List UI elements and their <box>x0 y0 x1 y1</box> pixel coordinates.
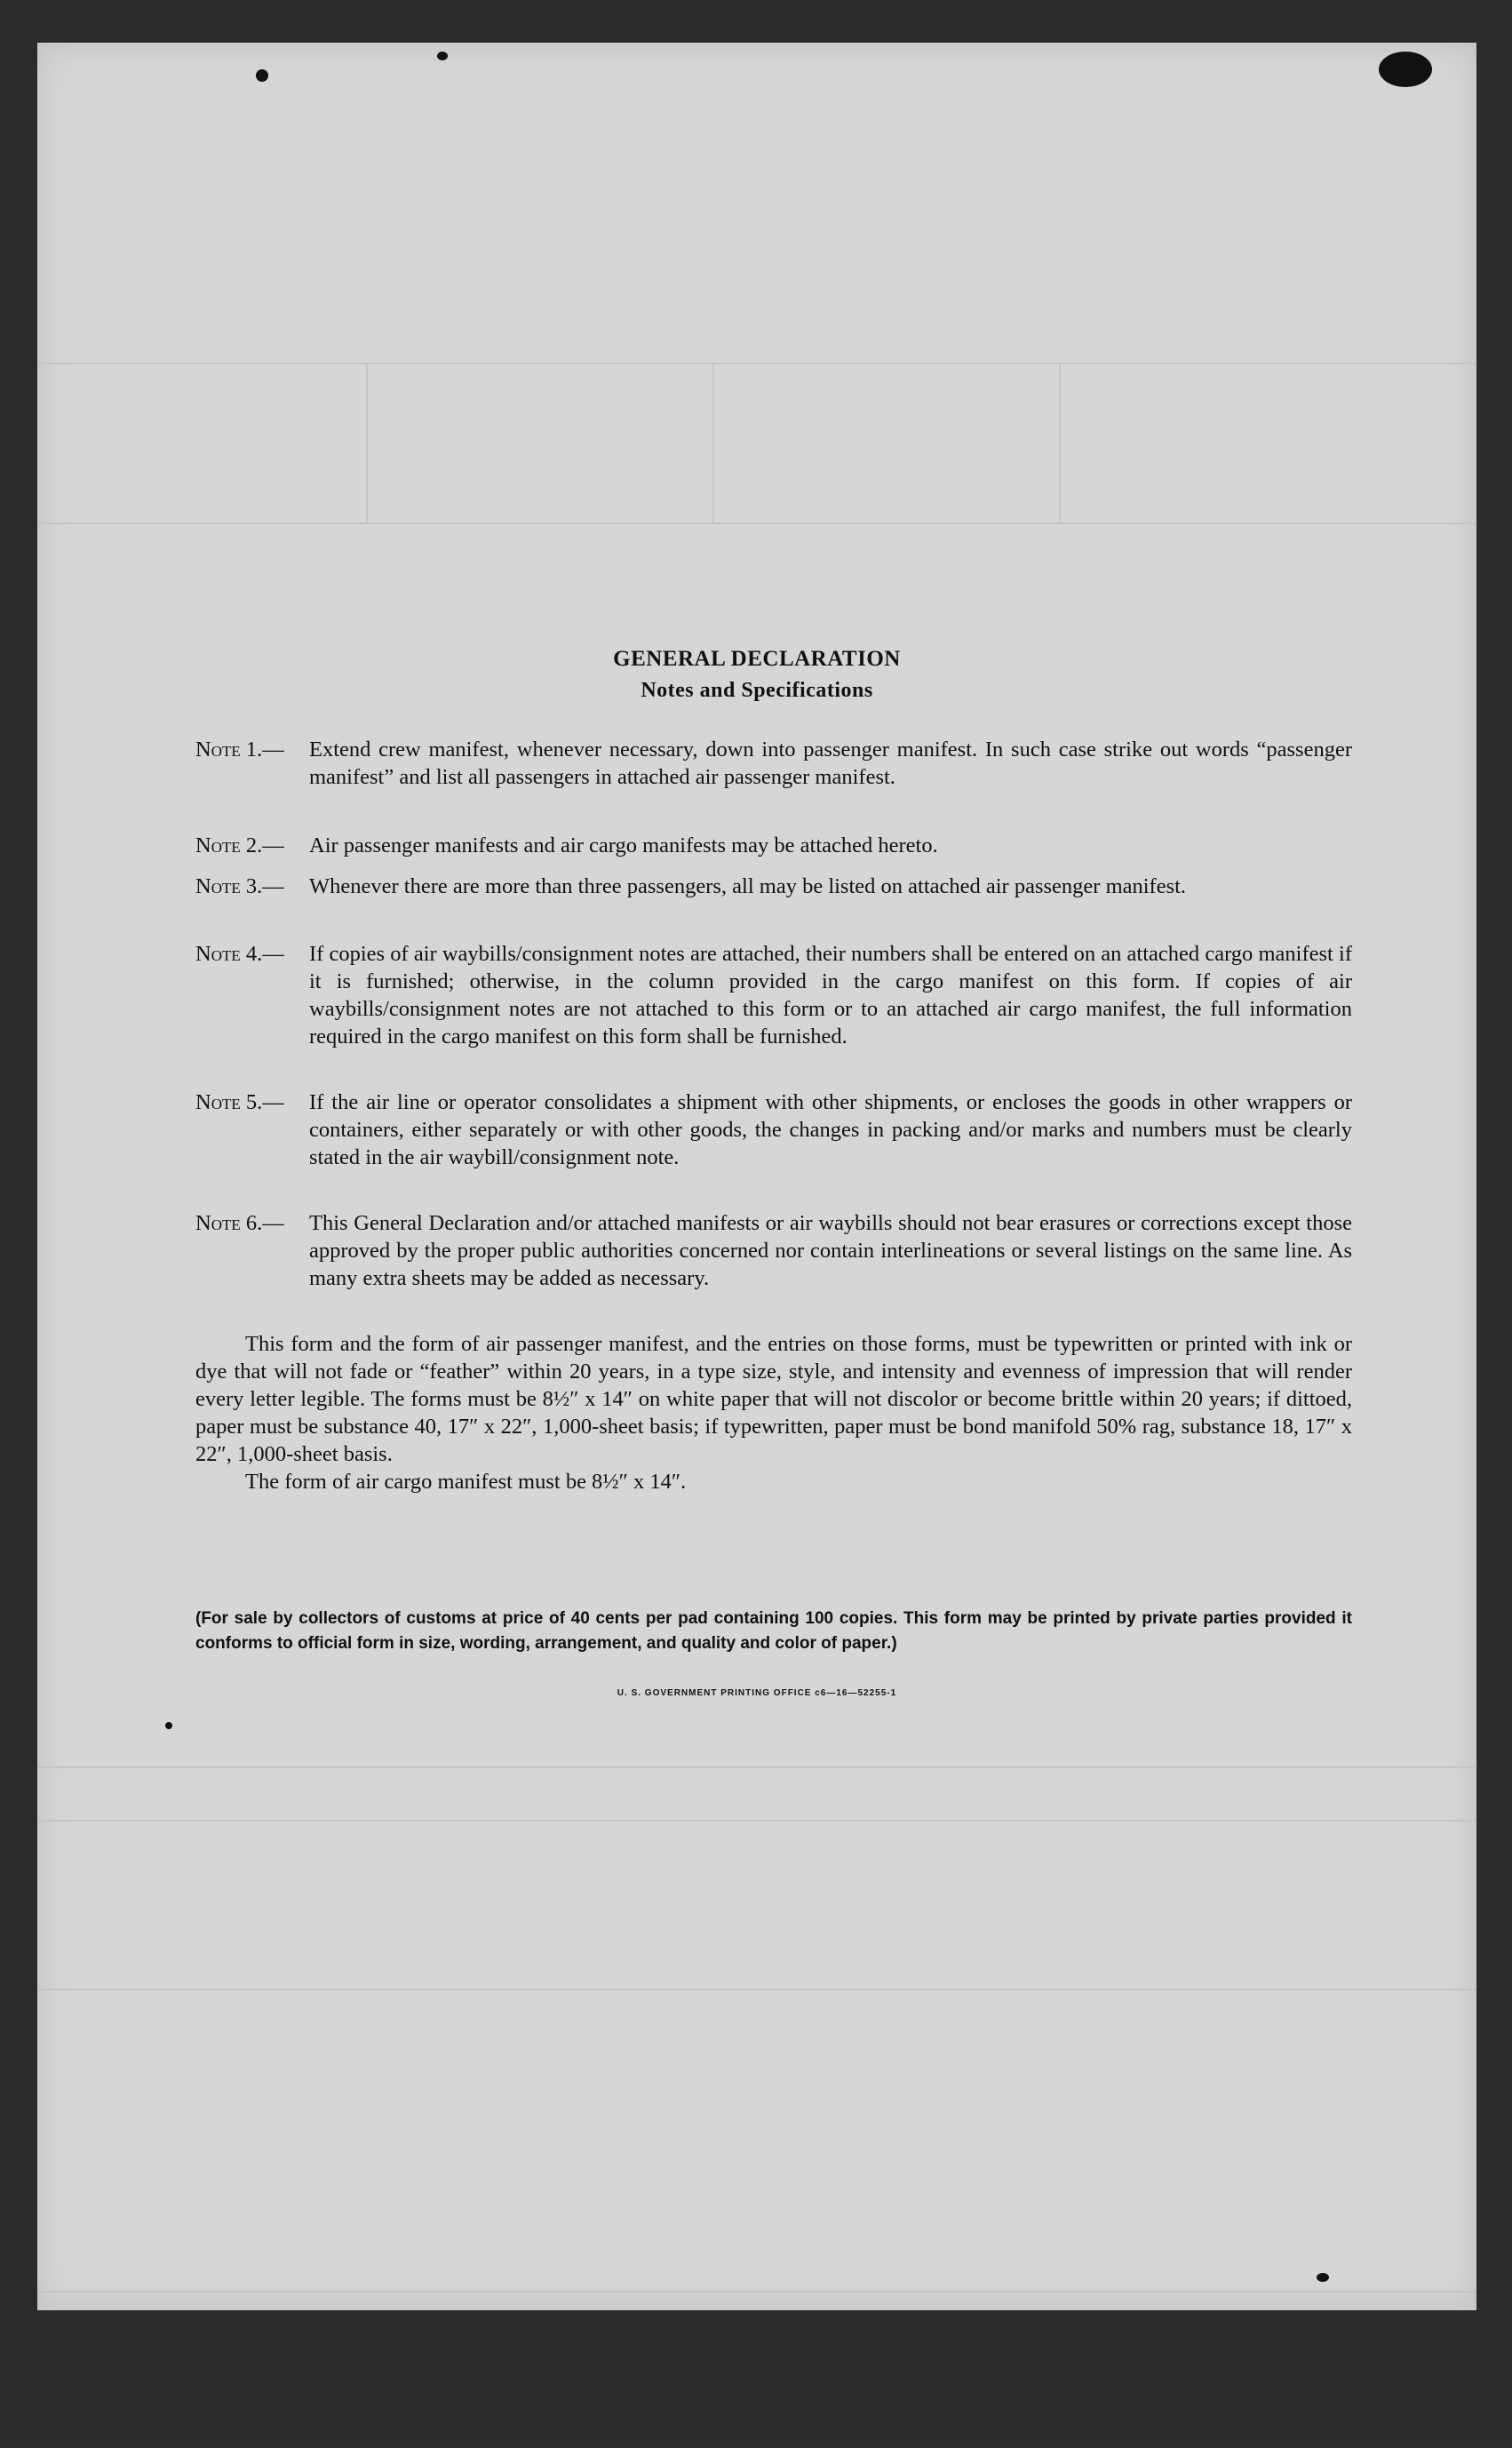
printer-imprint: U. S. GOVERNMENT PRINTING OFFICE c6—16—52255-1 <box>617 1688 897 1698</box>
note-label: Note 5.— <box>195 1090 284 1114</box>
page-subtitle: Notes and Specifications <box>641 679 873 702</box>
note-text: Extend crew manifest, whenever necessary, down into passenger manifest. In such case strike out words “passenger manifest” and list all passengers in attached air passenger manifest. <box>309 738 1352 789</box>
note-5 <box>195 1088 1352 1171</box>
note-text: If the air line or operator consolidates a shipment with other shipments, or encloses the goods in other wrappers or containers, either separately or with other goods, the changes in packing and/or marks and numbers must be clearly stated in the air waybill/consignment note. <box>309 1090 1352 1169</box>
torn-corner <box>1379 52 1432 87</box>
note-label: Note 1.— <box>195 738 284 762</box>
note-label: Note 6.— <box>195 1211 284 1235</box>
note-text: This General Declaration and/or attached manifests or air waybills should not bear erasures or corrections except those approved by the proper public authorities concerned nor contain interlineations or several listings on the same line. As many extra sheets may be added as necessary. <box>309 1211 1352 1290</box>
note-label: Note 2.— <box>195 833 284 857</box>
note-2 <box>195 832 1352 859</box>
note-text: Air passenger manifests and air cargo manifests may be attached hereto. <box>309 833 938 857</box>
note-label: Note 3.— <box>195 874 284 898</box>
note-4 <box>195 940 1352 1050</box>
page-title: GENERAL DECLARATION <box>613 647 901 671</box>
cargo-manifest-size-line: The form of air cargo manifest must be 8½″ x 14″. <box>245 1470 687 1494</box>
note-1 <box>195 736 1352 791</box>
sale-notice: (For sale by collectors of customs at price of 40 cents per pad containing 100 copies. This form may be printed by private parties provided it conforms to official form in size, wording, arrangement, and quality and color of paper.) <box>195 1609 1352 1653</box>
form-specification-paragraph: This form and the form of air passenger manifest, and the entries on those forms, must be typewritten or printed with ink or dye that will not fade or “feather” within 20 years, in a type size, style, and intensity and evenness of impression that will render every letter legible. The forms must be 8½″ x 14″ on white paper that will not discolor or become brittle within 20 years; if dittoed, paper must be substance 40, 17″ x 22″, 1,000-sheet basis; if typewritten, paper must be bond manifold 50% rag, substance 18, 17″ x 22″, 1,000-sheet basis. <box>195 1332 1352 1466</box>
document-page <box>37 43 1476 2310</box>
note-text: Whenever there are more than three passengers, all may be listed on attached air passenger manifest. <box>309 874 1187 898</box>
punch-mark <box>1317 2273 1329 2282</box>
note-label: Note 4.— <box>195 942 284 966</box>
note-3 <box>195 873 1352 900</box>
note-text: If copies of air waybills/consignment notes are attached, their numbers shall be entered on an attached cargo manifest if it is furnished; otherwise, in the column provided in the cargo manifest on this form. If copies of air waybills/consignment notes are not attached to this form or to an attached air cargo manifest, the full information required in the cargo manifest on this form shall be furnished. <box>309 942 1352 1049</box>
punch-mark <box>165 1722 172 1729</box>
note-6 <box>195 1209 1352 1292</box>
punch-mark <box>437 52 448 60</box>
punch-mark <box>256 69 268 82</box>
